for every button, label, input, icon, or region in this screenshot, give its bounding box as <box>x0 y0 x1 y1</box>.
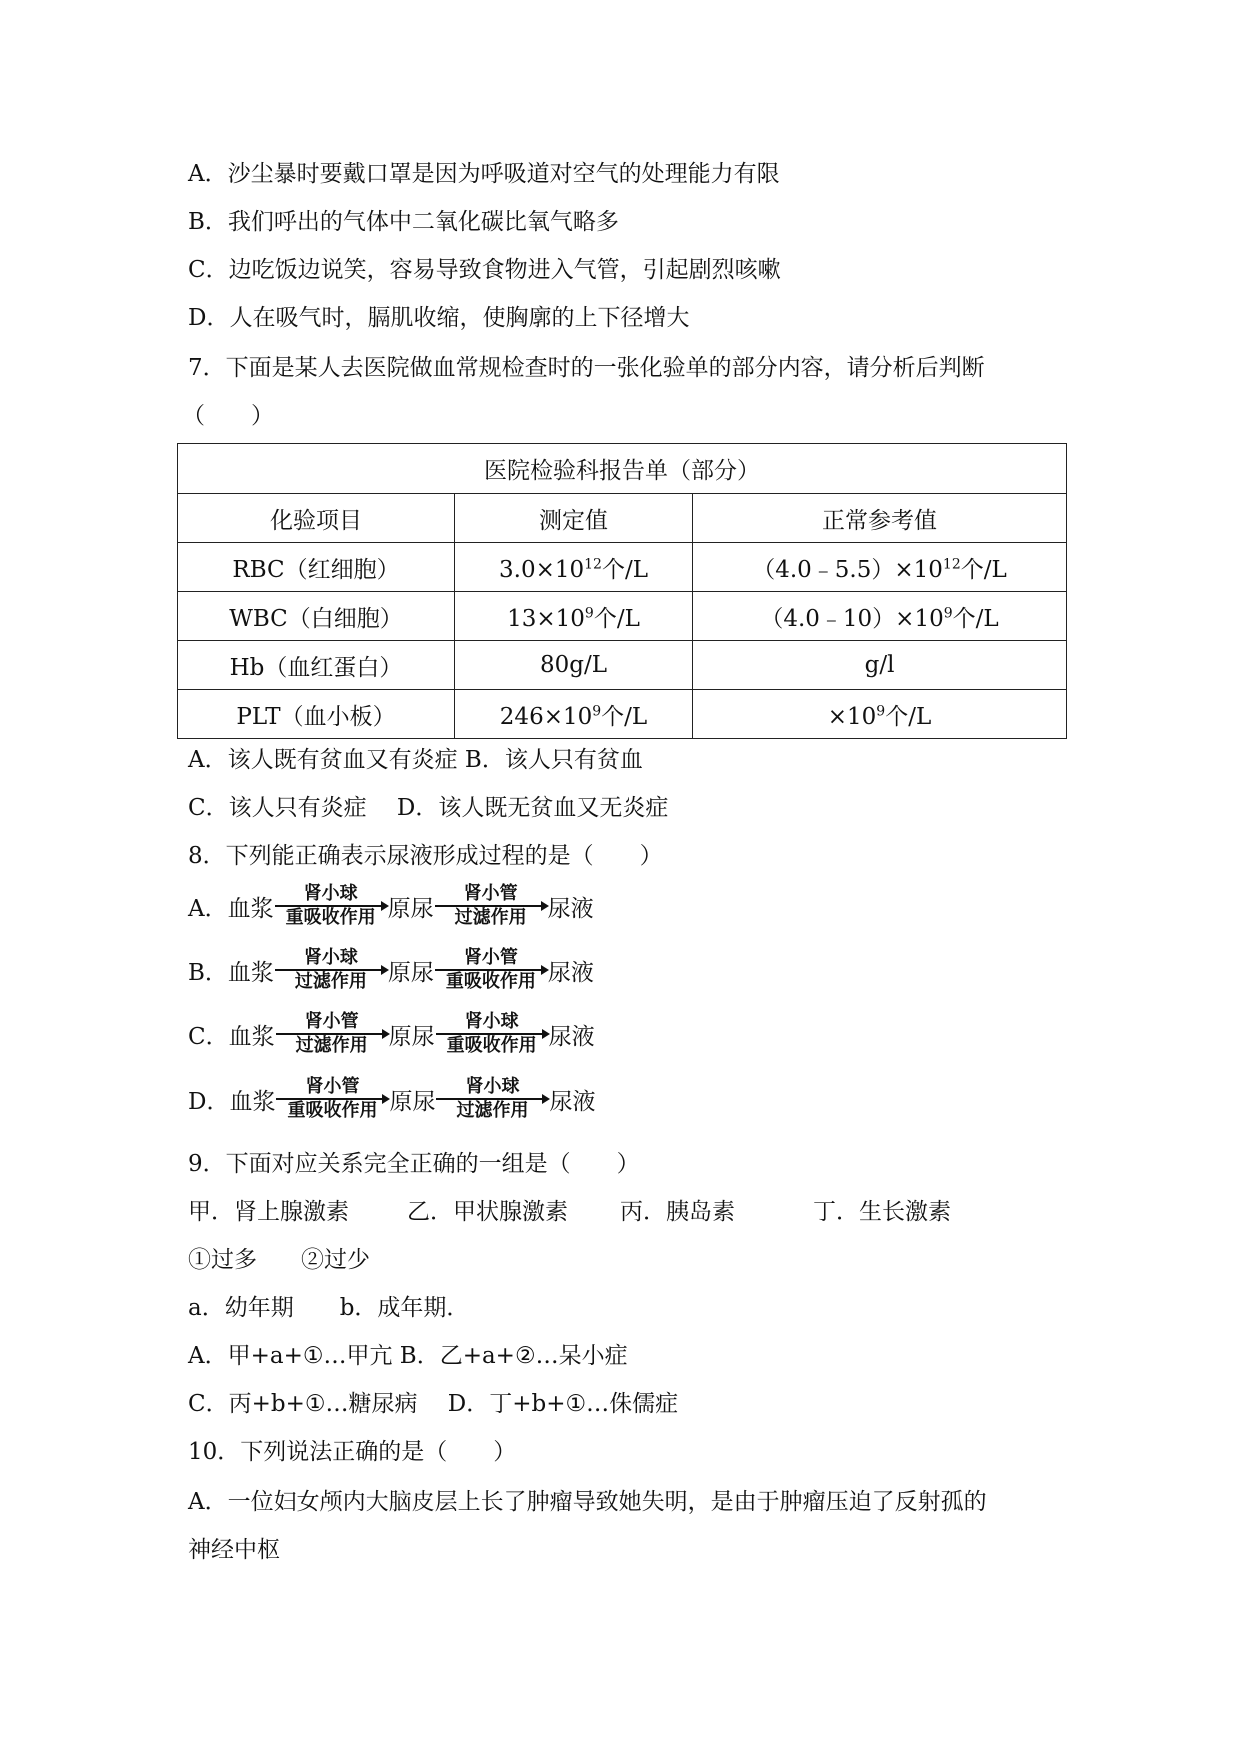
arrow-top-label: 肾小管 <box>463 883 518 904</box>
flow-start: B．血浆 <box>188 959 274 986</box>
arrow-top-label: 肾小球 <box>465 1076 520 1097</box>
reference-cell: g/l <box>693 641 1067 690</box>
arrow-bottom-label: 过滤作用 <box>454 907 527 928</box>
lab-report-table <box>177 443 1067 739</box>
reference-cell: $(4.0﹣5.5)\times 10^{12}$个/L <box>693 543 1067 592</box>
arrow-top-label: 肾小管 <box>304 1011 359 1032</box>
hormone-item: 丁．生长激素 <box>813 1199 951 1225</box>
value-cell: $246\times 10^9$个/L <box>455 690 693 739</box>
table-title: 医院检验科报告单（部分） <box>178 444 1067 494</box>
flow-end: 尿液 <box>547 959 594 986</box>
arrow-icon <box>436 1011 548 1057</box>
arrow-bottom-label: 重吸收作用 <box>287 1100 378 1121</box>
q9-hormones <box>188 1196 951 1228</box>
q8-option-c <box>188 1011 595 1057</box>
arrow-icon <box>435 947 547 993</box>
q6-option-a: A．沙尘暴时要戴口罩是因为呼吸道对空气的处理能力有限 <box>188 161 780 187</box>
table-row <box>178 641 1067 690</box>
arrow-bottom-label: 重吸收作用 <box>446 1035 537 1056</box>
flow-start: C．血浆 <box>188 1023 275 1050</box>
flow-end: 尿液 <box>548 1023 595 1050</box>
q7-answer-paren: （ ） <box>182 403 274 429</box>
table-row <box>178 690 1067 739</box>
q7-options-cd: C．该人只有炎症 D．该人既无贫血又无炎症 <box>188 795 669 821</box>
reference-cell: $(4.0﹣10)\times 10^9$个/L <box>693 592 1067 641</box>
hormone-item: 甲．肾上腺激素 <box>188 1199 349 1225</box>
arrow-top-label: 肾小球 <box>303 947 358 968</box>
arrow-icon <box>435 883 547 929</box>
q10-stem: 10．下列说法正确的是（ ） <box>188 1439 517 1465</box>
item-cell: RBC（红细胞） <box>178 543 455 592</box>
flow-middle: 原尿 <box>388 1023 435 1050</box>
amount-item: ①过多 <box>188 1247 257 1273</box>
arrow-top-label: 肾小球 <box>303 883 358 904</box>
q10-option-a-line2: 神经中枢 <box>188 1537 280 1563</box>
table-header: 化验项目 <box>178 494 455 543</box>
arrow-top-label: 肾小管 <box>463 947 518 968</box>
q8-option-b <box>188 947 594 993</box>
item-cell: WBC（白细胞） <box>178 592 455 641</box>
q8-option-a <box>188 883 594 929</box>
hormone-item: 丙．胰岛素 <box>620 1199 735 1225</box>
table-header: 测定值 <box>455 494 693 543</box>
flow-start: D．血浆 <box>188 1088 276 1115</box>
arrow-top-label: 肾小管 <box>305 1076 360 1097</box>
q8-option-d <box>188 1076 595 1122</box>
item-cell: PLT（血小板） <box>178 690 455 739</box>
q7-stem: 7．下面是某人去医院做血常规检查时的一张化验单的部分内容，请分析后判断 <box>188 355 985 381</box>
arrow-icon <box>276 1076 388 1122</box>
q8-stem: 8．下列能正确表示尿液形成过程的是（ ） <box>188 843 663 869</box>
arrow-bottom-label: 过滤作用 <box>295 1035 368 1056</box>
flow-middle: 原尿 <box>389 1088 436 1115</box>
flow-middle: 原尿 <box>387 895 434 922</box>
flow-end: 尿液 <box>547 895 594 922</box>
arrow-bottom-label: 过滤作用 <box>456 1100 529 1121</box>
arrow-icon <box>276 1011 388 1057</box>
table-row <box>178 592 1067 641</box>
arrow-icon <box>436 1076 548 1122</box>
arrow-bottom-label: 重吸收作用 <box>445 971 536 992</box>
arrow-bottom-label: 重吸收作用 <box>285 907 376 928</box>
flow-middle: 原尿 <box>387 959 434 986</box>
q9-stem: 9．下面对应关系完全正确的一组是（ ） <box>188 1151 640 1177</box>
q9-options-ab: A．甲+a+①…甲亢 B．乙+a+②…呆小症 <box>188 1343 628 1369</box>
table-row <box>178 543 1067 592</box>
q7-options-ab: A．该人既有贫血又有炎症 B．该人只有贫血 <box>188 747 643 773</box>
q6-option-d: D．人在吸气时，膈肌收缩，使胸廓的上下径增大 <box>188 305 690 331</box>
hormone-item: 乙．甲状腺激素 <box>407 1199 568 1225</box>
arrow-top-label: 肾小球 <box>464 1011 519 1032</box>
table-header: 正常参考值 <box>693 494 1067 543</box>
q6-option-c: C．边吃饭边说笑，容易导致食物进入气管，引起剧烈咳嗽 <box>188 257 781 283</box>
amount-item: ②过少 <box>301 1247 370 1273</box>
arrow-icon <box>275 947 387 993</box>
value-cell: 80g/L <box>455 641 693 690</box>
item-cell: Hb（血红蛋白） <box>178 641 455 690</box>
q9-stages: a．幼年期 b．成年期． <box>188 1295 470 1321</box>
flow-end: 尿液 <box>549 1088 596 1115</box>
q10-option-a-line1: A．一位妇女颅内大脑皮层上长了肿瘤导致她失明，是由于肿瘤压迫了反射孤的 <box>188 1489 987 1515</box>
q6-option-b: B．我们呼出的气体中二氧化碳比氧气略多 <box>188 209 619 235</box>
q9-amounts <box>188 1244 370 1276</box>
value-cell: $3.0\times 10^{12}$个/L <box>455 543 693 592</box>
arrow-icon <box>275 883 387 929</box>
arrow-bottom-label: 过滤作用 <box>294 971 367 992</box>
flow-start: A．血浆 <box>188 895 274 922</box>
reference-cell: $\times 10^9$个/L <box>693 690 1067 739</box>
q9-options-cd: C．丙+b+①…糖尿病 D．丁+b+①…侏儒症 <box>188 1391 679 1417</box>
value-cell: $13\times 10^9$个/L <box>455 592 693 641</box>
